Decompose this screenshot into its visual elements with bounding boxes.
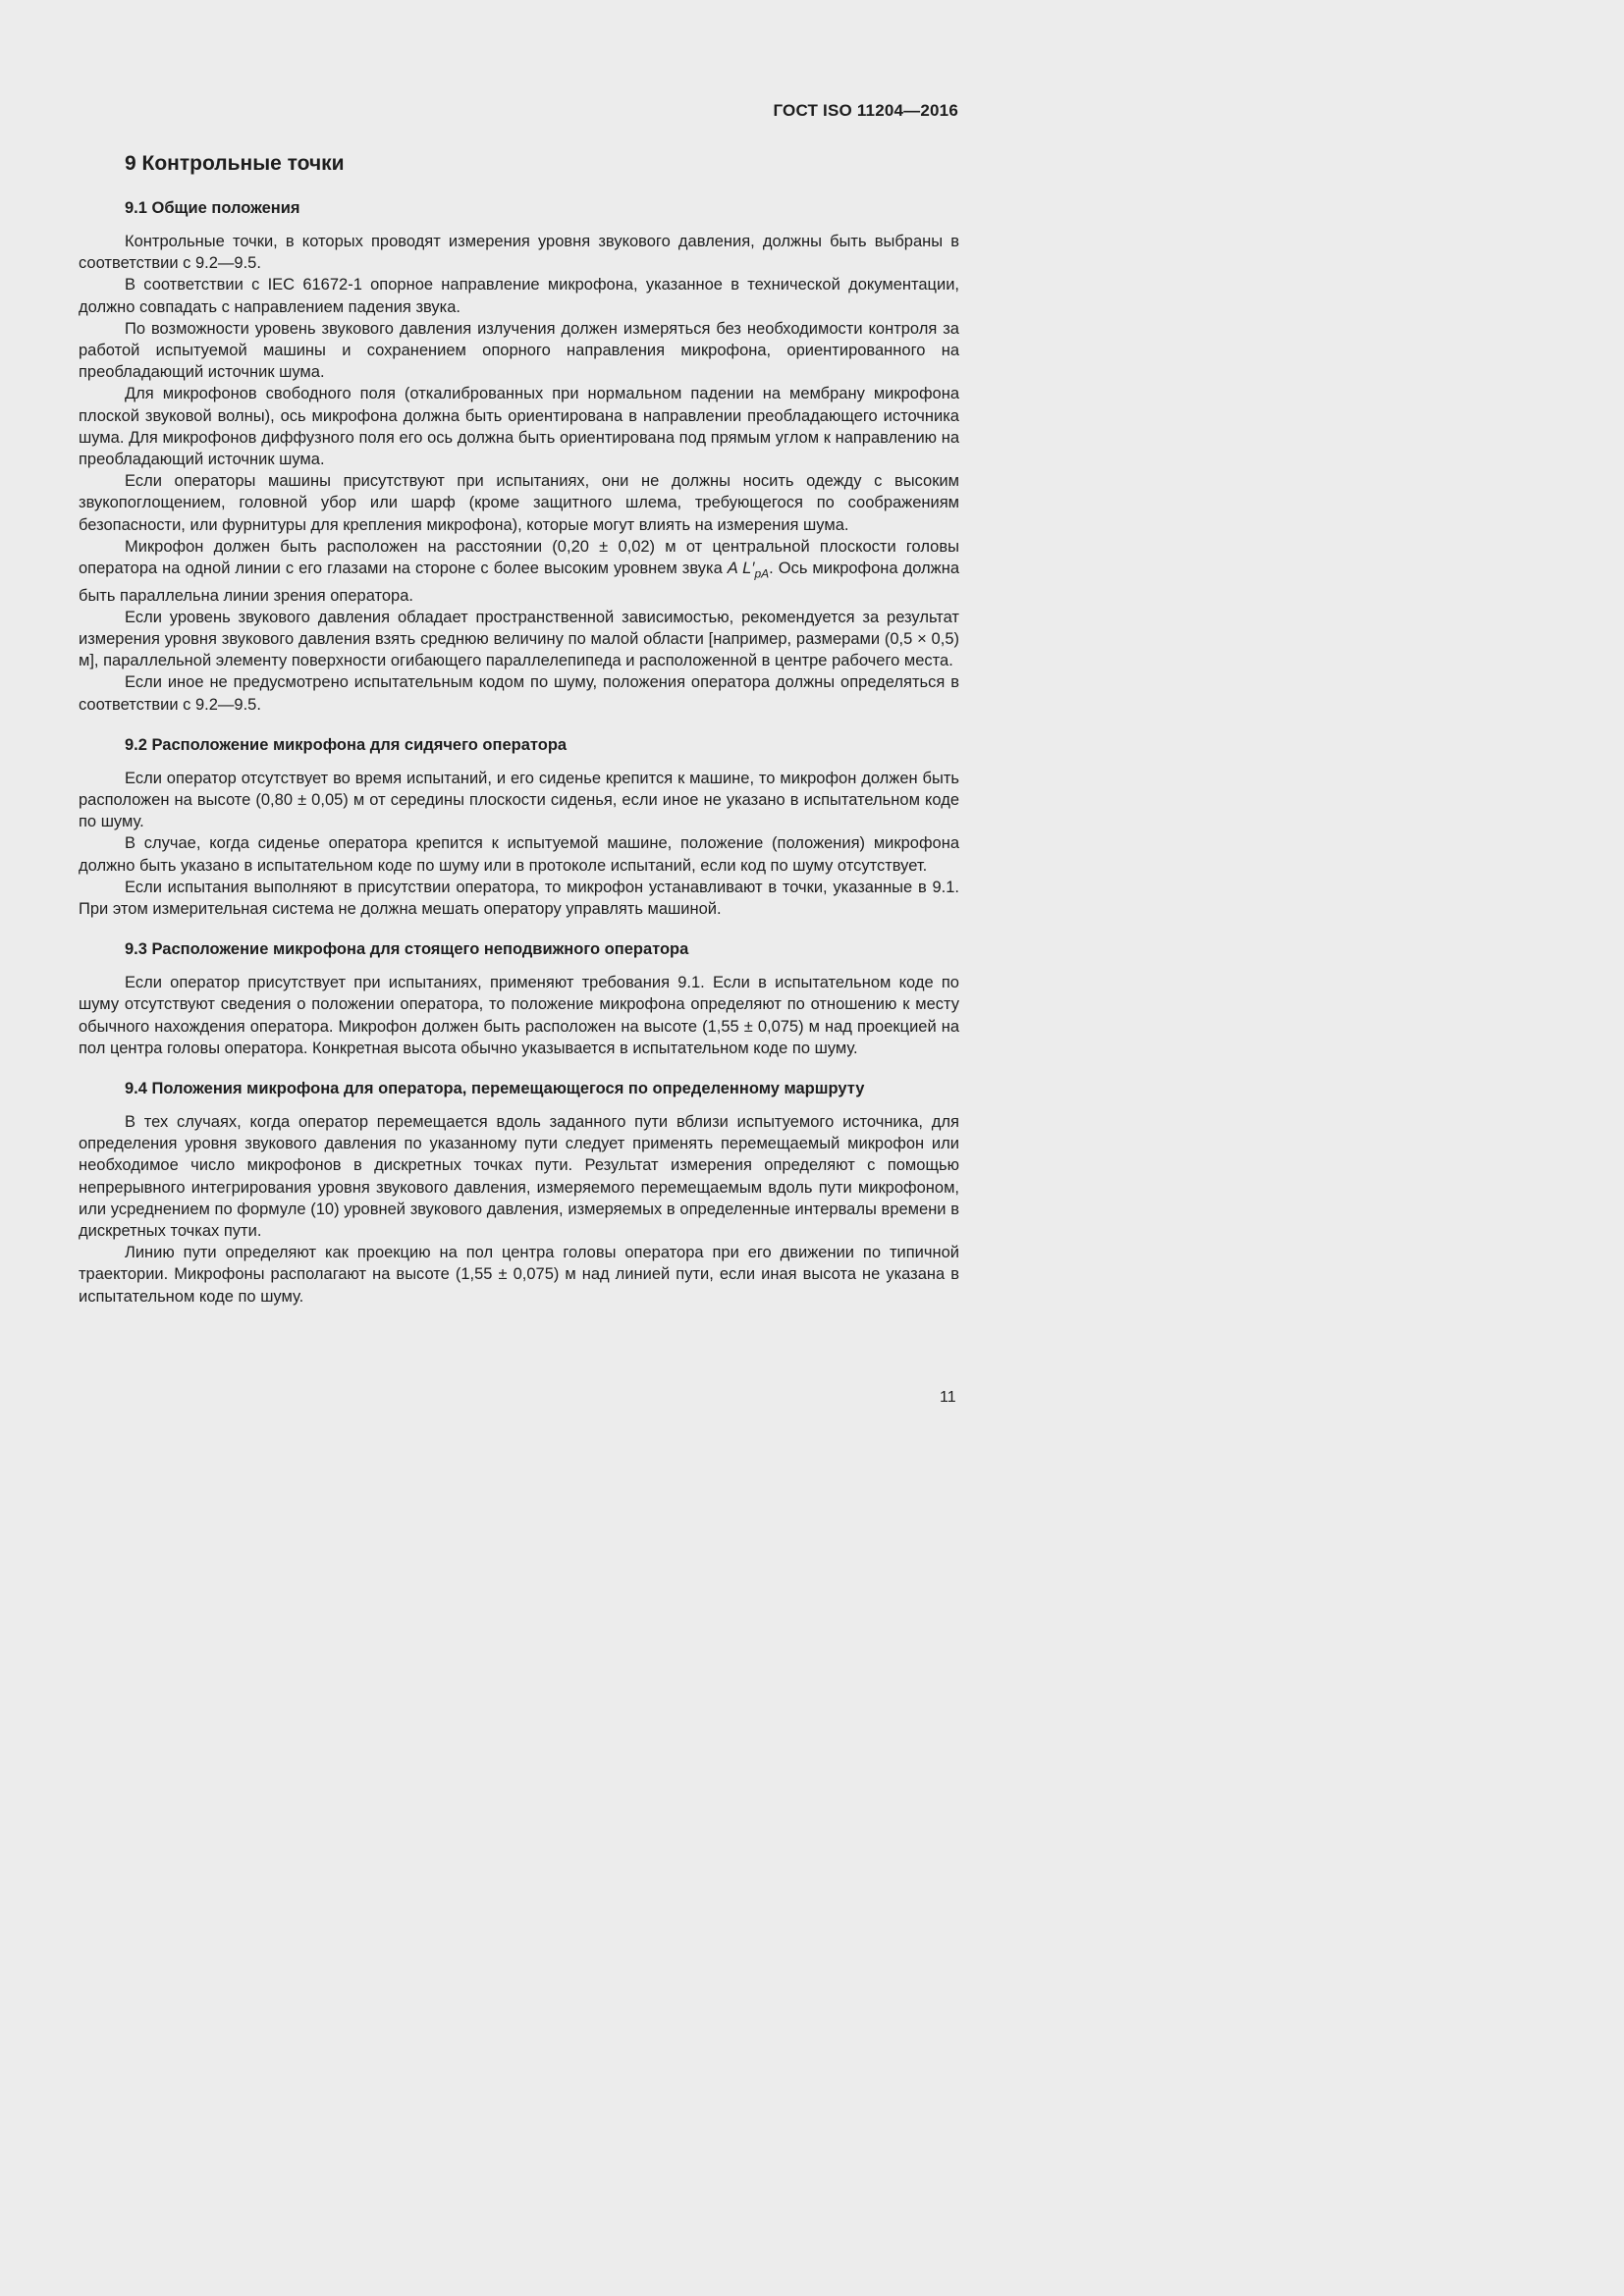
standard-code-header: ГОСТ ISO 11204—2016 xyxy=(773,101,958,120)
subsection-title-9-4: 9.4 Положения микрофона для оператора, перемещающегося по определенному маршруту xyxy=(125,1080,865,1097)
paragraph: В соответствии с IEC 61672-1 опорное направление микрофона, указанное в технической документации, должно совпадать с направлением падения звука. xyxy=(79,276,959,316)
paragraph: Если испытания выполняют в присутствии оператора, то микрофон устанавливают в точки, указанные в 9.1. При этом измерительная система не должна мешать оператору управлять машиной. xyxy=(79,878,959,918)
paragraph: Линию пути определяют как проекцию на пол центра головы оператора при его движении по типичной траектории. Микрофоны располагают на высоте (1,55 ± 0,075) м над линией пути, если иная высота не указана в испытательном коде по шуму. xyxy=(79,1244,959,1306)
paragraph: Если операторы машины присутствуют при испытаниях, они не должны носить одежду с высоким звукопоглощением, головной убор или шарф (кроме защитного шлема, требующегося по соображениям безопасности, или фурнитуры для крепления микрофона), которые могут влиять на измерения шума. xyxy=(79,472,959,534)
subsection-title-9-3: 9.3 Расположение микрофона для стоящего неподвижного оператора xyxy=(125,940,689,959)
paragraph: В случае, когда сиденье оператора крепится к испытуемой машине, положение (положения) микрофона должно быть указано в испытательном коде по шуму или в протоколе испытаний, если код по шуму отсутствует. xyxy=(79,834,959,875)
formula xyxy=(727,560,770,581)
section-title: 9 Контрольные точки xyxy=(125,152,345,175)
subsection-title-9-2: 9.2 Расположение микрофона для сидячего оператора xyxy=(125,735,568,754)
page-number: 11 xyxy=(940,1389,956,1406)
paragraph: Если уровень звукового давления обладает пространственной зависимостью, рекомендуется за результат измерения уровня звукового давления взять среднюю величину по малой области [например, размерами (0,5 × 0,5) м], параллельной элементу поверхности огибающего параллелепипеда и расположенной в центре рабочего места. xyxy=(79,608,959,670)
subsection-title-9-1: 9.1 Общие положения xyxy=(125,199,300,217)
paragraph: Для микрофонов свободного поля (откалиброванных при нормальном падении на мембрану микрофона плоской звуковой волны), ось микрофона должна быть ориентирована в направлении преобладающего источника шума. Для микрофонов диффузного поля его ось должна быть ориентирована под прямым углом к направлению на преобладающий источник шума. xyxy=(79,385,959,469)
formula-subscript: pA xyxy=(754,566,770,581)
paragraph: В тех случаях, когда оператор перемещается вдоль заданного пути вблизи испытуемого источника, для определения уровня звукового давления по указанному пути следует применять перемещаемый микрофон или необходимое число микрофонов в дискретных точках пути. Результат измерения определяют с помощью непрерывного интегрирования уровня звукового давления, измеряемого перемещаемым вдоль пути микрофоном, или усреднением по формуле (10) уровней звукового давления, измеряемых в определенные интервалы времени в дискретных точках пути. xyxy=(79,1113,959,1241)
paragraph: Контрольные точки, в которых проводят измерения уровня звукового давления, должны быть выбраны в соответствии с 9.2—9.5. xyxy=(79,233,959,273)
paragraph: Если иное не предусмотрено испытательным кодом по шуму, положения оператора должны определяться в соответствии с 9.2—9.5. xyxy=(79,673,959,714)
document-body xyxy=(79,147,959,1308)
formula-main: A L′ xyxy=(727,560,755,578)
paragraph-text: Микрофон должен быть расположен на расстоянии (0,20 ± 0,02) м от центральной плоскости головы оператора на одной линии с его глазами на стороне с более высоким уровнем звука xyxy=(79,537,959,578)
paragraph-with-formula xyxy=(79,536,959,607)
paragraph: По возможности уровень звукового давления излучения должен измеряться без необходимости контроля за работой испытуемой машины и сохранением опорного направления микрофона, ориентированного на преобладающий источник шума. xyxy=(79,319,959,382)
document-page xyxy=(0,0,1089,1539)
paragraph: Если оператор отсутствует во время испытаний, и его сиденье крепится к машине, то микрофон должен быть расположен на высоте (0,80 ± 0,05) м от середины плоскости сиденья, если иное не указано в испытательном коде по шуму. xyxy=(79,769,959,831)
paragraph: Если оператор присутствует при испытаниях, применяют требования 9.1. Если в испытательном коде по шуму отсутствуют сведения о положении оператора, то положение микрофона определяют по отношению к месту обычного нахождения оператора. Микрофон должен быть расположен на высоте (1,55 ± 0,075) м над проекцией на пол центра головы оператора. Конкретная высота обычно указывается в испытательном коде по шуму. xyxy=(79,974,959,1057)
paragraph-text: . Ось микрофона должна быть параллельна линии зрения оператора. xyxy=(79,560,959,605)
